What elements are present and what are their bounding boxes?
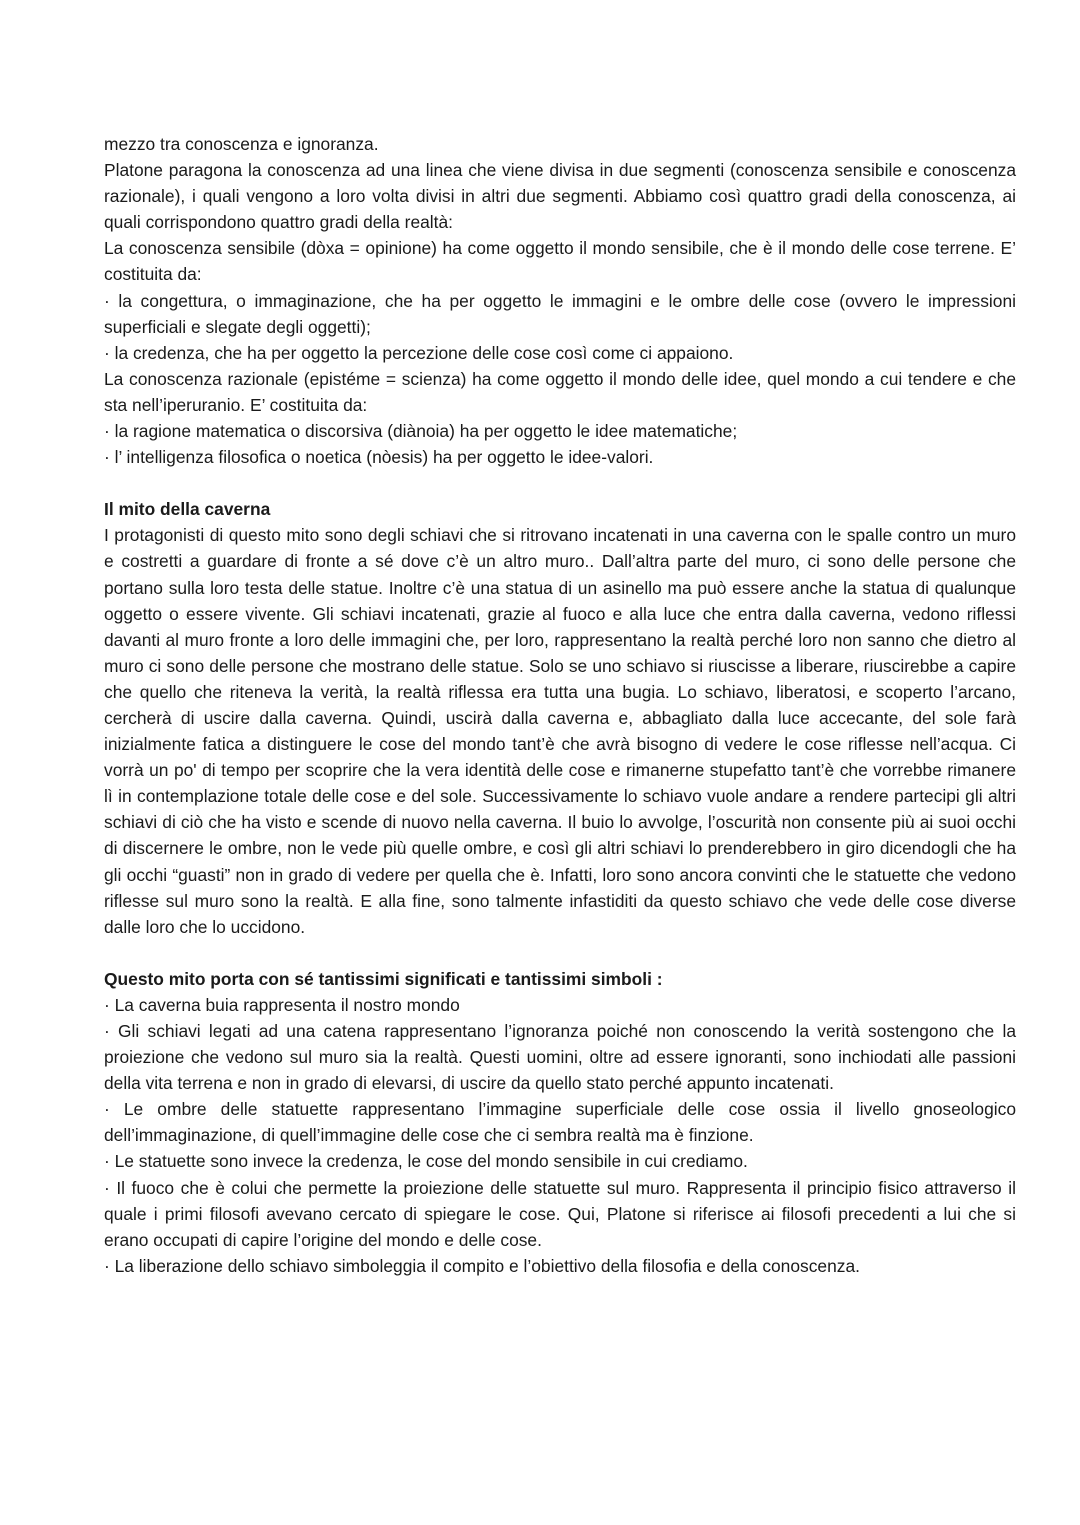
paragraph: La conoscenza razionale (epistéme = scienza) ha come oggetto il mondo delle idee, quel mondo a cui tendere e che sta nell’iperuranio. E’ costituita da: bbox=[104, 368, 1016, 415]
section-symbols bbox=[104, 966, 1016, 1279]
section-heading: Questo mito porta con sé tantissimi significati e tantissimi simboli : bbox=[104, 968, 663, 989]
list-item: · l’ intelligenza filosofica o noetica (nòesis) ha per oggetto le idee-valori. bbox=[104, 447, 654, 468]
list-item: · Le ombre delle statuette rappresentano l’immagine superficiale delle cose ossia il livello gnoseologico dell’immaginazione, di quell’immagine delle cose che ci sembra realtà ma è finzione. bbox=[104, 1099, 1016, 1146]
list-item: · la credenza, che ha per oggetto la percezione delle cose così come ci appaiono. bbox=[104, 342, 734, 363]
list-item: · Il fuoco che è colui che permette la proiezione delle statuette sul muro. Rappresenta il principio fisico attraverso il quale i primi filosofi avevano cercato di spiegare le cose. Qui, Platone si riferisce ai filosofi precedenti a lui che si erano occupati di capire l’origine del mondo e delle cose. bbox=[104, 1177, 1016, 1250]
document-page bbox=[104, 131, 1016, 1279]
paragraph: I protagonisti di questo mito sono degli schiavi che si ritrovano incatenati in una caverna con le spalle contro un muro e costretti a guardare di fronte a sé dove c’è un altro muro.. Dall’altra parte del muro, ci sono delle persone che portano sulla loro testa delle statue. Inoltre c’è una statua di un asinello ma può essere anche la statua di qualunque oggetto o essere vivente. Gli schiavi incatenati, grazie al fuoco e alla luce che entra dalla caverna, vedono riflessi davanti al muro fronte a loro delle immagini che, per loro, rappresentano la realtà perché loro non sanno che dietro al muro ci sono delle persone che mostrano delle statue. Solo se uno schiavo si riuscisse a liberare, riuscirebbe a capire che quello che riteneva la verità, la realtà riflessa era tutta una bugia. Lo schiavo, liberatosi, e scoperto l’arcano, cercherà di uscire dalla caverna. Quindi, uscirà dalla caverna e, abbagliato dalla luce accecante, del sole farà inizialmente fatica a distinguere le cose del mondo tant’è che avrà bisogno di vedere le cose riflesse nell’acqua. Ci vorrà un po' di tempo per scoprire che la vera identità delle cose e rimanerne stupefatto tant’è che vorrebbe rimanere lì in contemplazione totale delle cose e del sole. Successivamente lo schiavo vuole andare a rendere partecipi gli altri schiavi di ciò che ha visto e scende di nuovo nella caverna. Il buio lo avvolge, l’oscurità non consente più ai suoi occhi di discernere le ombre, non le vede più quelle ombre, e così gli altri schiavi lo prenderebbero in giro dicendogli che ha gli occhi “guasti” non in grado di vedere per quella che è. Infatti, loro sono ancora convinti che le statuette che vedono riflesse sul muro sono la realtà. E alla fine, sono talmente infastiditi da questo schiavo che vede delle cose diverse dalle loro che lo uccidono. bbox=[104, 525, 1016, 937]
paragraph: La conoscenza sensibile (dòxa = opinione) ha come oggetto il mondo sensibile, che è il mondo delle cose terrene. E’ costituita da: bbox=[104, 238, 1016, 285]
section-heading: Il mito della caverna bbox=[104, 499, 271, 520]
list-item: · la ragione matematica o discorsiva (diànoia) ha per oggetto le idee matematiche; bbox=[104, 421, 738, 442]
paragraph: mezzo tra conoscenza e ignoranza. bbox=[104, 134, 379, 154]
section-knowledge-levels bbox=[104, 131, 1016, 470]
list-item: · la congettura, o immaginazione, che ha per oggetto le immagini e le ombre delle cose (ovvero le impressioni superficiali e slegate degli oggetti); bbox=[104, 290, 1016, 337]
spacer bbox=[104, 940, 1016, 966]
paragraph: Platone paragona la conoscenza ad una linea che viene divisa in due segmenti (conoscenza sensibile e conoscenza razionale), i quali vengono a loro volta divisi in altri due segmenti. Abbiamo così quattro gradi della conoscenza, ai quali corrispondono quattro gradi della realtà: bbox=[104, 160, 1016, 233]
spacer bbox=[104, 470, 1016, 496]
list-item: · Le statuette sono invece la credenza, le cose del mondo sensibile in cui crediamo. bbox=[104, 1151, 748, 1172]
list-item: · La liberazione dello schiavo simboleggia il compito e l’obiettivo della filosofia e della conoscenza. bbox=[104, 1255, 860, 1276]
section-myth-of-cave bbox=[104, 496, 1016, 940]
list-item: · Gli schiavi legati ad una catena rappresentano l’ignoranza poiché non conoscendo la verità sostengono che la proiezione che vedono sul muro sia la realtà. Questi uomini, oltre ad essere ignoranti, sono inchiodati alle passioni della vita terrena e non in grado di elevarsi, di uscire da quello stato perché appunto incatenati. bbox=[104, 1021, 1016, 1094]
list-item: · La caverna buia rappresenta il nostro mondo bbox=[104, 994, 460, 1015]
